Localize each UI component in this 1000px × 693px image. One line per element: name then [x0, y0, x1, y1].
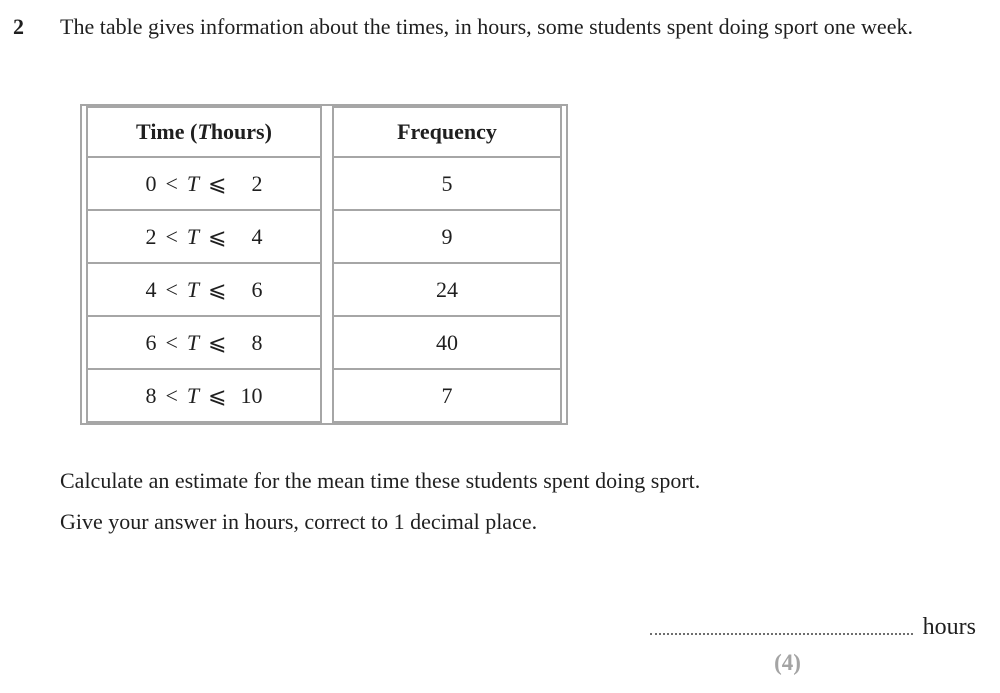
less-than-symbol: < — [165, 223, 178, 249]
time-column-header — [86, 106, 322, 158]
interval-variable: T — [186, 223, 200, 249]
less-than-symbol: < — [165, 170, 178, 196]
time-header-variable: T — [197, 119, 211, 144]
interval-lower: 6 — [145, 329, 157, 355]
less-equal-symbol: ⩽ — [208, 170, 227, 196]
interval-lower: 8 — [145, 382, 157, 408]
less-than-symbol: < — [165, 329, 178, 355]
interval-upper: 4 — [251, 223, 263, 249]
time-interval-row-0 — [86, 156, 322, 211]
frequency-column — [332, 106, 562, 423]
frequency-value-row-3: 40 — [332, 315, 562, 370]
time-interval-row-2 — [86, 262, 322, 317]
answer-blank-line[interactable] — [650, 625, 913, 635]
less-than-symbol: < — [165, 276, 178, 302]
time-header-pre: Time ( — [136, 119, 198, 144]
frequency-value-row-0: 5 — [332, 156, 562, 211]
interval-upper: 2 — [251, 170, 263, 196]
instruction-answer-format: Give your answer in hours, correct to 1 decimal place. — [60, 509, 538, 534]
less-equal-symbol: ⩽ — [208, 329, 227, 355]
less-equal-symbol: ⩽ — [208, 276, 227, 302]
time-interval-row-1 — [86, 209, 322, 264]
question-intro: The table gives information about the times, in hours, some students spent doing sport one week. — [60, 14, 913, 39]
time-interval-row-3 — [86, 315, 322, 370]
interval-lower: 4 — [145, 276, 157, 302]
interval-lower: 0 — [145, 170, 157, 196]
interval-variable: T — [186, 382, 200, 408]
instruction-calculate-mean: Calculate an estimate for the mean time these students spent doing sport. — [60, 468, 701, 493]
frequency-value-row-2: 24 — [332, 262, 562, 317]
interval-upper: 6 — [251, 276, 263, 302]
frequency-value-row-1: 9 — [332, 209, 562, 264]
interval-variable: T — [186, 276, 200, 302]
less-equal-symbol: ⩽ — [208, 382, 227, 408]
answer-unit-label: hours — [922, 614, 976, 640]
time-header-post: hours) — [210, 119, 272, 144]
time-interval-row-4 — [86, 368, 322, 423]
frequency-column-header: Frequency — [332, 106, 562, 158]
question-number: 2 — [13, 14, 24, 39]
time-column — [86, 106, 322, 423]
interval-variable: T — [186, 170, 200, 196]
less-equal-symbol: ⩽ — [208, 223, 227, 249]
answer-row — [650, 612, 976, 642]
marks-badge: (4) — [774, 650, 801, 675]
frequency-value-row-4: 7 — [332, 368, 562, 423]
interval-upper: 8 — [251, 329, 263, 355]
frequency-table — [80, 104, 568, 425]
interval-lower: 2 — [145, 223, 157, 249]
less-than-symbol: < — [165, 382, 178, 408]
interval-upper: 10 — [240, 382, 263, 408]
interval-variable: T — [186, 329, 200, 355]
